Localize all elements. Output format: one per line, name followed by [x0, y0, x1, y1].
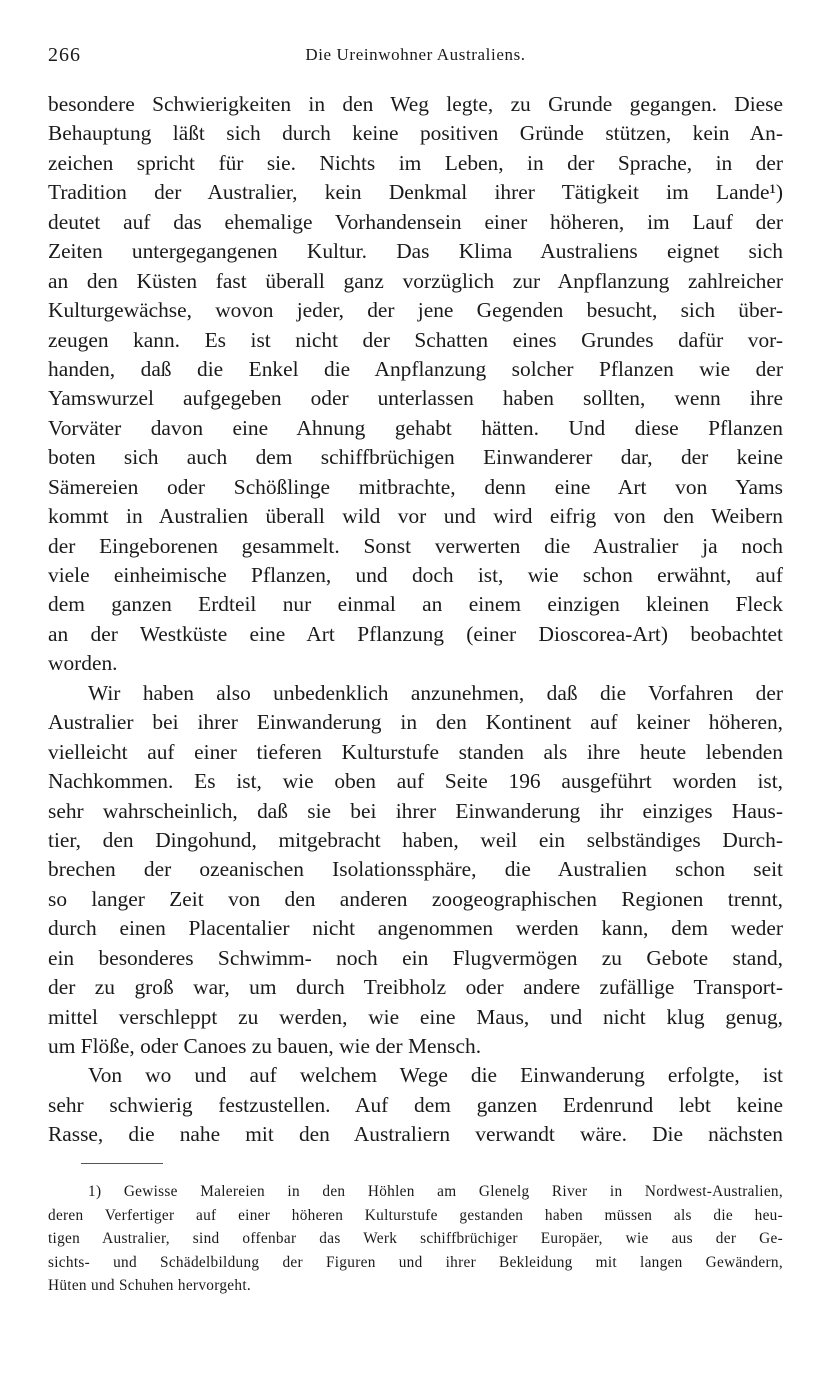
text-line: der Eingeborenen gesammelt. Sonst verwerten die Australier ja noch	[48, 533, 783, 558]
text-line: an den Küsten fast überall ganz vorzüglich zur Anpflanzung zahlreicher	[48, 268, 783, 293]
footnote-line: sichts- und Schädelbildung der Figuren und ihrer Bekleidung mit langen Gewändern,	[48, 1253, 783, 1271]
text-line: ein besonderes Schwimm- noch ein Flugvermögen zu Gebote stand,	[48, 945, 783, 970]
text-line: um Flöße, oder Canoes zu bauen, wie der Mensch.	[48, 1034, 482, 1058]
text-line: boten sich auch dem schiffbrüchigen Einwanderer dar, der keine	[48, 445, 783, 470]
text-line: durch einen Placentalier nicht angenommen werden kann, dem weder	[48, 916, 783, 941]
text-line: besondere Schwierigkeiten in den Weg legte, zu Grunde gegangen. Diese	[48, 92, 783, 116]
text-line: an der Westküste eine Art Pflanzung (einer Dioscorea-Art) beobachtet	[48, 621, 783, 646]
text-line: kommt in Australien überall wild vor und wird eifrig von den Weibern	[48, 504, 783, 529]
text-line: so langer Zeit von den anderen zoogeographischen Regionen trennt,	[48, 886, 783, 911]
text-line: Von wo und auf welchem Wege die Einwanderung erfolgte, ist	[88, 1063, 783, 1088]
text-line: handen, daß die Enkel die Anpflanzung solcher Pflanzen wie der	[48, 356, 783, 381]
text-line: Australier bei ihrer Einwanderung in den Kontinent auf keiner höheren,	[48, 710, 783, 735]
text-line: Rasse, die nahe mit den Australiern verwandt wäre. Die nächsten	[48, 1122, 783, 1147]
text-line: zeugen kann. Es ist nicht der Schatten eines Grundes dafür vor-	[48, 327, 783, 352]
text-line: Vorväter davon eine Ahnung gehabt hätten. Und diese Pflanzen	[48, 415, 783, 440]
text-line: vielleicht auf einer tieferen Kulturstufe standen als ihre heute lebenden	[48, 739, 783, 764]
text-line: deutet auf das ehemalige Vorhandensein einer höheren, im Lauf der	[48, 209, 783, 234]
text-line: Behauptung läßt sich durch keine positiven Gründe stützen, kein An-	[48, 121, 783, 146]
text-line: zeichen spricht für sie. Nichts im Leben, in der Sprache, in der	[48, 150, 783, 175]
text-line: sehr schwierig festzustellen. Auf dem ganzen Erdenrund lebt keine	[48, 1092, 783, 1117]
text-line: Nachkommen. Es ist, wie oben auf Seite 196 ausgeführt worden ist,	[48, 769, 783, 794]
text-line: viele einheimische Pflanzen, und doch ist, wie schon erwähnt, auf	[48, 563, 783, 587]
text-line: der zu groß war, um durch Treibholz oder andere zufällige Transport-	[48, 975, 783, 1000]
footnote	[48, 1180, 783, 1298]
text-line: mittel verschleppt zu werden, wie eine Maus, und nicht klug genug,	[48, 1004, 783, 1029]
text-line: Wir haben also unbedenklich anzunehmen, daß die Vorfahren der	[88, 680, 783, 705]
running-title: Die Ureinwohner Australiens.	[305, 45, 526, 64]
text-line: Tradition der Australier, kein Denkmal ihrer Tätigkeit im Lande¹)	[48, 180, 783, 205]
text-line: brechen der ozeanischen Isolationssphäre, die Australien schon seit	[48, 857, 783, 882]
text-line: Kulturgewächse, wovon jeder, der jene Gegenden besucht, sich über-	[48, 298, 783, 323]
text-line: Yamswurzel aufgegeben oder unterlassen haben sollten, wenn ihre	[48, 386, 783, 411]
page-number: 266	[48, 44, 81, 66]
text-line: worden.	[48, 651, 118, 676]
text-line: dem ganzen Erdteil nur einmal an einem einzigen kleinen Fleck	[48, 592, 783, 617]
text-line: Sämereien oder Schößlinge mitbrachte, denn eine Art von Yams	[48, 474, 783, 499]
footnote-separator	[81, 1163, 163, 1164]
footnote-line: Hüten und Schuhen hervorgeht.	[48, 1277, 251, 1295]
text-line: Zeiten untergegangenen Kultur. Das Klima Australiens eignet sich	[48, 239, 783, 264]
body-text	[48, 90, 783, 1150]
page-header	[48, 44, 783, 68]
text-line: sehr wahrscheinlich, daß sie bei ihrer Einwanderung ihr einziges Haus-	[48, 798, 783, 823]
footnote-line: deren Verfertiger auf einer höheren Kulturstufe gestanden haben müssen als die heu-	[48, 1206, 783, 1224]
footnote-line: tigen Australier, sind offenbar das Werk schiffbrüchiger Europäer, wie aus der Ge-	[48, 1230, 783, 1248]
text-line: tier, den Dingohund, mitgebracht haben, weil ein selbständiges Durch-	[48, 827, 783, 852]
footnote-line: 1) Gewisse Malereien in den Höhlen am Glenelg River in Nordwest-Australien,	[88, 1183, 783, 1200]
